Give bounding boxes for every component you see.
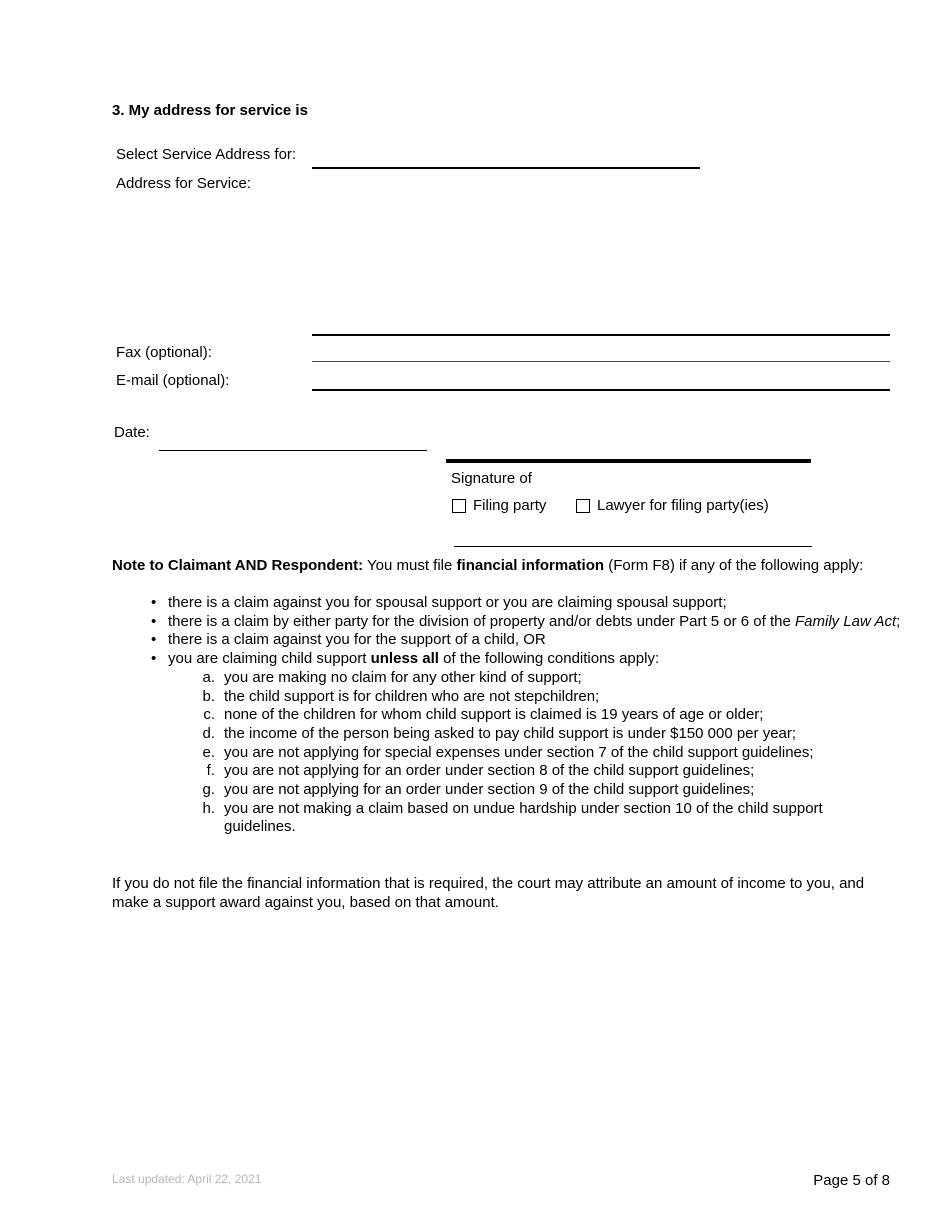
condition-text: you are making no claim for any other kind of support;: [224, 668, 582, 686]
bullet-text: there is a claim against you for the support of a child, OR: [168, 631, 546, 649]
note-paragraph: [112, 557, 863, 574]
select-service-input[interactable]: [312, 146, 700, 169]
bullet-text: there is a claim against you for spousal support or you are claiming spousal support;: [168, 594, 727, 611]
condition-marker: e.: [202, 743, 215, 761]
bullet-text: of the following conditions apply:: [438, 650, 660, 668]
note-text-1: You must file: [363, 557, 457, 574]
email-input[interactable]: [312, 368, 890, 391]
fax-input[interactable]: [312, 340, 890, 362]
condition-marker: f.: [206, 762, 215, 780]
condition-marker: c.: [203, 706, 215, 724]
list-item: [150, 631, 910, 650]
condition-marker: b.: [202, 687, 215, 705]
condition-text: you are not making a claim based on undue hardship under section 10 of the child support guidelines.: [224, 799, 823, 836]
filing-party-label: Filing party: [473, 497, 547, 514]
condition-text: none of the children for whom child support is claimed is 19 years of age or older;: [224, 706, 764, 724]
email-label: E-mail (optional):: [116, 372, 230, 389]
condition-item: [168, 744, 910, 763]
note-bold: financial information: [456, 557, 605, 574]
condition-item: [168, 800, 910, 837]
condition-text: you are not applying for special expenses under section 7 of the child support guidelines;: [224, 743, 814, 761]
condition-item: [168, 669, 910, 688]
condition-item: [168, 688, 910, 707]
last-updated: Last updated: April 22, 2021: [112, 1172, 262, 1186]
condition-item: [168, 706, 910, 725]
condition-marker: h.: [202, 799, 215, 817]
signature-label: Signature of: [451, 470, 532, 487]
list-item: [150, 613, 910, 632]
list-item: [150, 650, 910, 837]
bullet-bold: unless all: [370, 650, 439, 668]
lawyer-label: Lawyer for filing party(ies): [597, 497, 769, 514]
condition-text: the income of the person being asked to pay child support is under $150 000 per year;: [224, 724, 797, 742]
bullet-list: [150, 594, 910, 837]
closing-paragraph: If you do not file the financial information that is required, the court may attribute an amount of income to you, and make a support award against you, based on that amount.: [112, 875, 865, 911]
filing-party-checkbox[interactable]: [452, 499, 466, 513]
address-input[interactable]: [312, 175, 890, 336]
fax-label: Fax (optional):: [116, 344, 212, 361]
note-text-2: (Form F8) if any of the following apply:: [604, 557, 864, 574]
address-label: Address for Service:: [116, 175, 252, 192]
condition-text: the child support is for children who are not stepchildren;: [224, 687, 600, 705]
date-input[interactable]: [159, 430, 427, 451]
condition-marker: a.: [202, 668, 215, 686]
condition-text: you are not applying for an order under section 8 of the child support guidelines;: [224, 762, 755, 780]
note-lead: Note to Claimant AND Respondent:: [112, 557, 364, 574]
conditions-list: [168, 669, 910, 837]
section-heading: 3. My address for service is: [112, 102, 308, 119]
act-name: Family Law Act: [795, 612, 897, 630]
select-service-label: Select Service Address for:: [116, 146, 297, 163]
lawyer-option[interactable]: [576, 497, 769, 514]
bullet-text: you are claiming child support: [168, 650, 371, 668]
bullet-text: there is a claim by either party for the division of property and/or debts under Part 5 or 6 of the: [168, 612, 795, 630]
condition-item: [168, 762, 910, 781]
signature-top-rule: [446, 459, 811, 463]
condition-text: you are not applying for an order under section 9 of the child support guidelines;: [224, 781, 755, 799]
page-number: Page 5 of 8: [813, 1172, 890, 1189]
list-item: [150, 594, 910, 613]
lawyer-checkbox[interactable]: [576, 499, 590, 513]
condition-marker: d.: [202, 724, 215, 742]
date-label: Date:: [114, 424, 150, 441]
condition-marker: g.: [202, 781, 215, 799]
signature-bottom-rule: [454, 546, 812, 547]
bullet-text: ;: [896, 612, 901, 630]
condition-item: [168, 781, 910, 800]
condition-item: [168, 725, 910, 744]
filing-party-option[interactable]: [452, 497, 546, 514]
